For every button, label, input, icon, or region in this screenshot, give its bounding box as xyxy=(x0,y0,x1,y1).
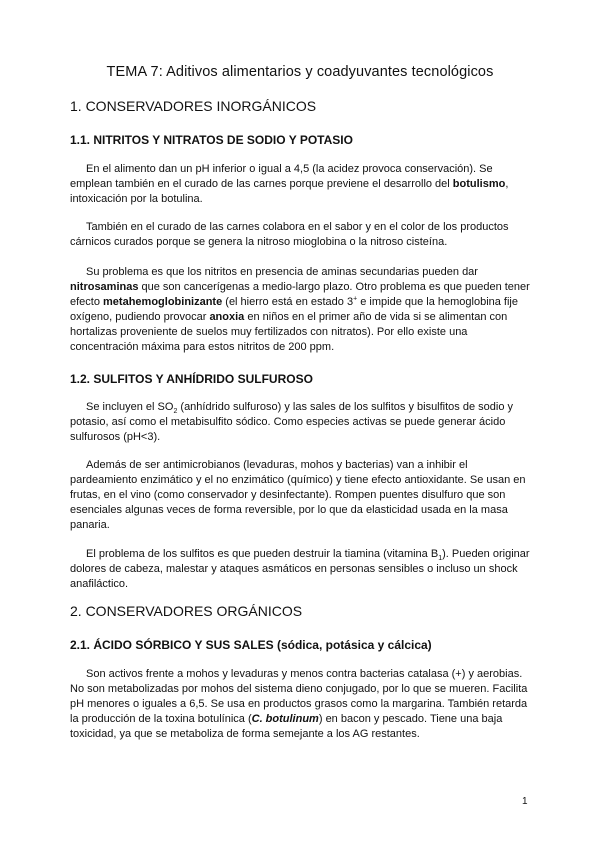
paragraph-nitritos-1 xyxy=(70,162,532,207)
section-heading-conservadores-inorganicos: 1. CONSERVADORES INORGÁNICOS xyxy=(70,98,317,114)
bold-term-nitrosaminas: nitrosaminas xyxy=(70,281,139,293)
subscript-2: 2 xyxy=(173,408,178,416)
paragraph-nitritos-2 xyxy=(70,220,532,250)
text-run: El problema de los sulfitos es que pueden destruir la tiamina (vitamina B xyxy=(86,548,439,560)
subsection-heading-nitritos: 1.1. NITRITOS Y NITRATOS DE SODIO Y POTASIO xyxy=(70,133,353,147)
page-number: 1 xyxy=(522,796,528,807)
text-run: Se incluyen el SO xyxy=(86,401,174,413)
text-run: Además de ser antimicrobianos (levaduras, mohos y bacterias) van a inhibir el pardeamiento enzimático y el no enzimático (químico) y tiene efecto antioxidante. Se usan en frutas, en el vino (como conservador y desinfectante). Rompen puentes disulfuro que son esenciales algunas veces de forma reversible, por lo que da elasticidad usada en la masa panaria. xyxy=(70,459,526,531)
paragraph-nitritos-3 xyxy=(70,265,532,355)
bold-term-botulismo: botulismo xyxy=(452,178,506,190)
text-run: e impide que la hemoglobina fije oxígeno, pudiendo provocar xyxy=(70,296,518,323)
paragraph-sulfitos-2 xyxy=(70,458,532,533)
text-run: ). Pueden originar dolores de cabeza, malestar y ataques asmáticos en personas sensibles o incluso un shock anafiláctico. xyxy=(70,548,530,590)
subscript-1: 1 xyxy=(438,555,443,563)
text-run: (anhídrido sulfuroso) y las sales de los sulfitos y bisulfitos de sodio y potasio, así como el metabisulfito sódico. Como especies activas se puede generar ácido sulfurosos (pH<3). xyxy=(70,401,514,443)
bold-term-anoxia: anoxia xyxy=(209,311,245,323)
bold-term-metahemoglobinizante: metahemoglobinizante xyxy=(103,296,223,308)
paragraph-sulfitos-1 xyxy=(70,400,532,445)
subsection-heading-sulfitos: 1.2. SULFITOS Y ANHÍDRIDO SULFUROSO xyxy=(70,372,313,386)
subsection-heading-acido-sorbico: 2.1. ÁCIDO SÓRBICO Y SUS SALES (sódica, potásica y cálcica) xyxy=(70,638,432,652)
text-run: Son activos frente a mohos y levaduras y menos contra bacterias catalasa (+) y aerobias. No son metabolizadas por mohos del sistema dieno conjugado, por lo que se mueren. Facilita pH menores o iguales a 6,5. Se usa en productos grasos como la margarina. También retarda la producción de la toxina botulínica ( xyxy=(70,668,528,725)
text-run: en niños en el primer año de vida si se alimentan con hortalizas proveniente de suelos muy fertilizados con nitratos). Por ello existe una concentración máxima para estos nitritos de 200 ppm. xyxy=(70,311,508,353)
text-run: Su problema es que los nitritos en presencia de aminas secundarias pueden dar xyxy=(86,266,478,278)
text-run: ) en bacon y pescado. Tiene una baja toxicidad, ya que se metaboliza de forma semejante a los AG restantes. xyxy=(70,713,503,740)
text-run: , intoxicación por la botulina. xyxy=(70,178,509,205)
italic-term-c-botulinum: C. botulinum xyxy=(251,713,319,725)
section-heading-conservadores-organicos: 2. CONSERVADORES ORGÁNICOS xyxy=(70,603,303,619)
text-run: También en el curado de las carnes colabora en el sabor y en el color de los productos cárnicos curados porque se genera la nitroso mioglobina o la nitroso cisteína. xyxy=(70,221,509,248)
paragraph-sulfitos-3 xyxy=(70,547,532,592)
superscript-plus: + xyxy=(353,295,358,303)
document-title: TEMA 7: Aditivos alimentarios y coadyuvantes tecnológicos xyxy=(106,64,494,80)
text-run: En el alimento dan un pH inferior o igual a 4,5 (la acidez provoca conservación). Se emplean también en el curado de las carnes porque previene el desarrollo del xyxy=(70,163,493,190)
text-run: que son cancerígenas a medio-largo plazo. Otro problema es que pueden tener efecto xyxy=(70,281,530,308)
text-run: (el hierro está en estado 3 xyxy=(222,296,354,308)
paragraph-acido-sorbico-1 xyxy=(70,667,532,742)
